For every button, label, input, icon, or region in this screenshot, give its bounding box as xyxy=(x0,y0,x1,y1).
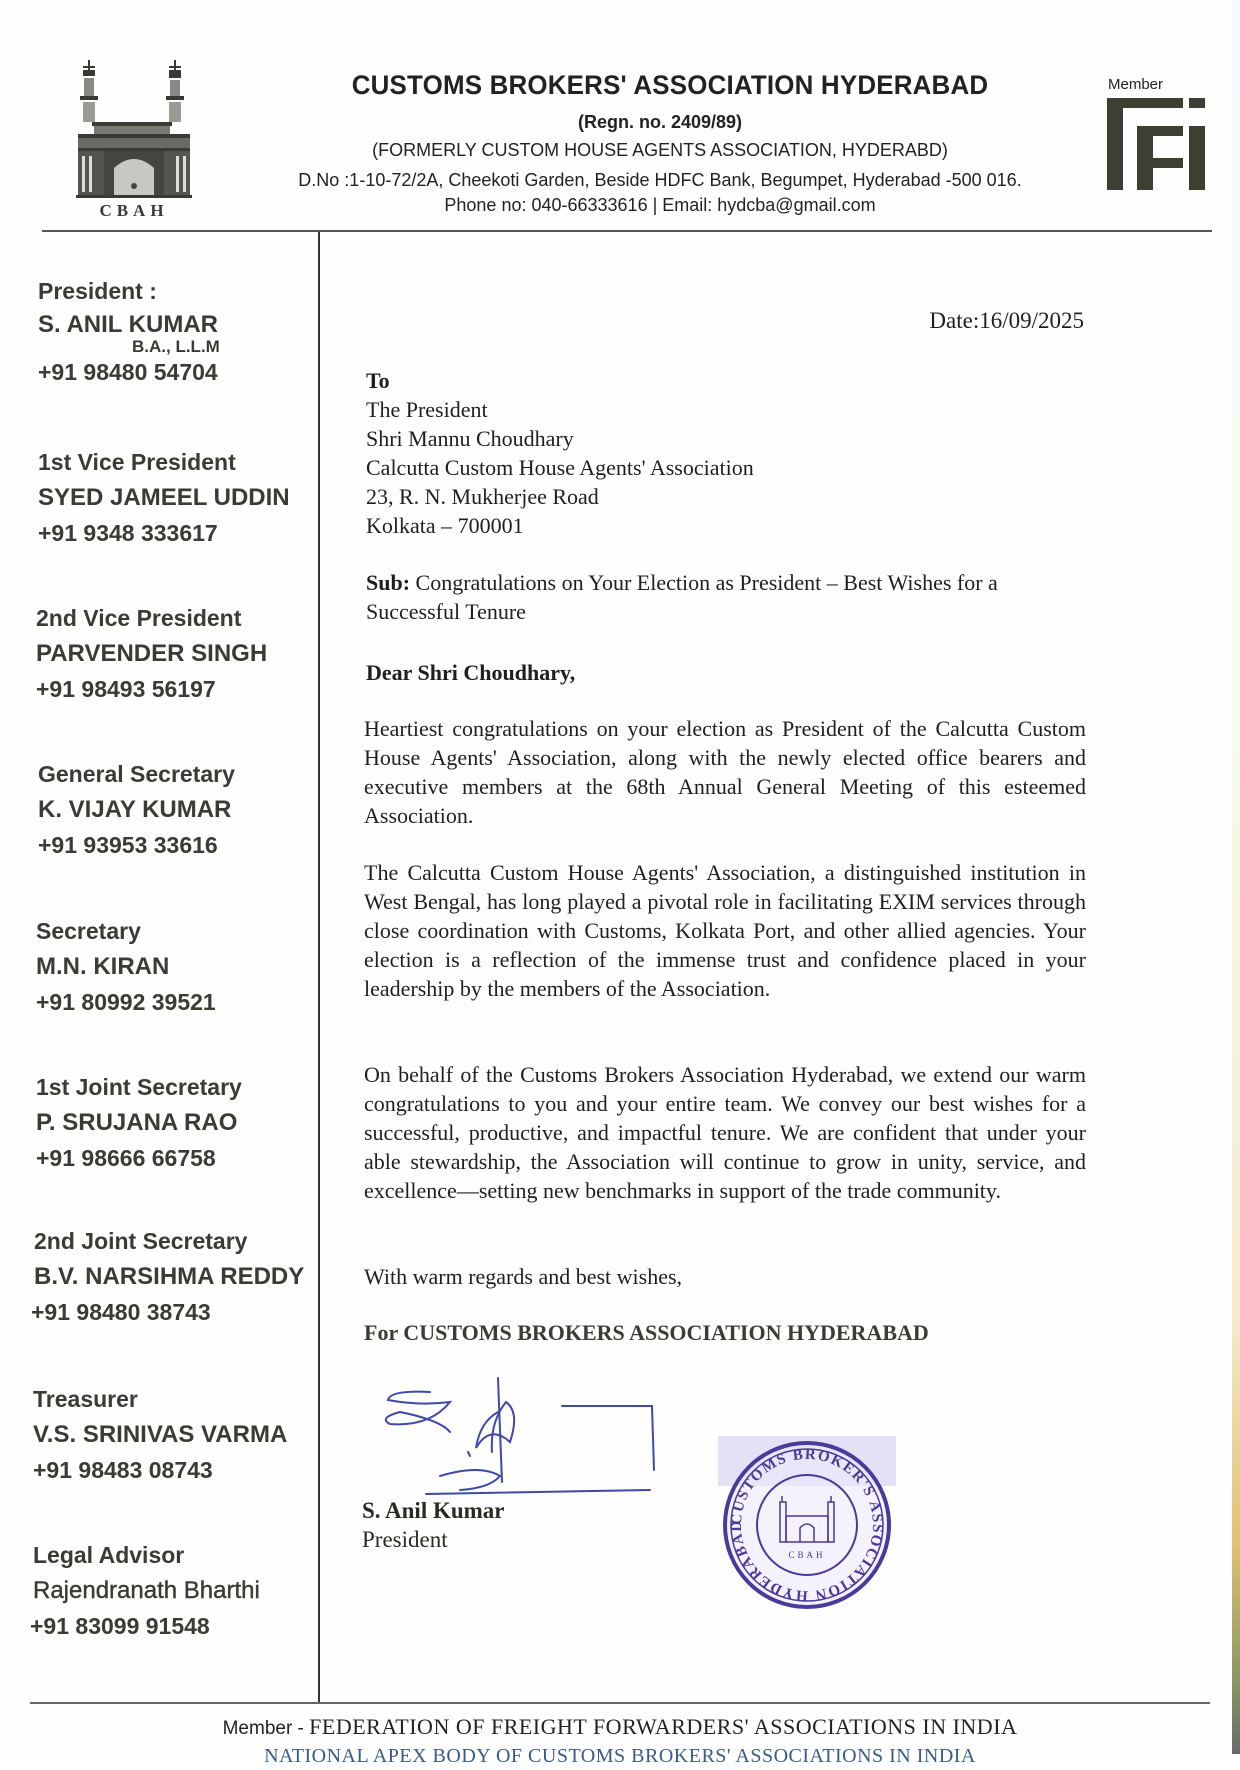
bearer-role: 1st Joint Secretary xyxy=(36,1074,242,1100)
bearer-name: M.N. KIRAN xyxy=(36,953,170,980)
svg-text:CBAH: CBAH xyxy=(99,201,169,220)
subject-text: Congratulations on Your Election as President – Best Wishes for a Successful Tenure xyxy=(366,570,998,624)
recipient-line: The President xyxy=(366,397,488,422)
office-bearers-sidebar xyxy=(0,0,318,1700)
bearer-phone: +91 83099 91548 xyxy=(30,1613,210,1639)
bearer-phone: +91 98480 54704 xyxy=(38,359,218,385)
office-bearer-treasurer xyxy=(33,1386,287,1484)
footer-membership xyxy=(0,1714,1240,1740)
office-bearer-2nd-vice-president xyxy=(36,605,267,703)
office-bearer-secretary xyxy=(36,918,216,1016)
bearer-role: Treasurer xyxy=(33,1386,138,1412)
closing-line: With warm regards and best wishes, xyxy=(364,1264,683,1289)
association-seal-stamp-icon xyxy=(718,1436,896,1614)
office-bearer-legal-advisor xyxy=(30,1542,260,1640)
signer-name: S. Anil Kumar xyxy=(362,1498,505,1523)
bearer-name: K. VIJAY KUMAR xyxy=(38,796,232,823)
bearer-phone: +91 93953 33616 xyxy=(38,832,218,858)
ffi-logo-icon xyxy=(1107,96,1205,192)
registration-number: (Regn. no. 2409/89) xyxy=(577,112,743,132)
recipient-line: Kolkata – 700001 xyxy=(366,513,524,538)
body-paragraph: Heartiest congratulations on your election as President of the Calcutta Custom House Agents' Association, along with the newly elected office bearers and executive members at the 68th Annual General Meeting of this esteemed Association. xyxy=(364,716,1086,828)
bearer-name: S. ANIL KUMAR xyxy=(38,311,218,338)
bearer-role: Legal Advisor xyxy=(33,1542,185,1568)
letter-subject xyxy=(366,568,1086,626)
for-organization: For CUSTOMS BROKERS ASSOCIATION HYDERABAD xyxy=(364,1320,929,1345)
footer-federation-name: FEDERATION OF FREIGHT FORWARDERS' ASSOCIATIONS IN INDIA xyxy=(309,1714,1018,1739)
footer-divider xyxy=(30,1702,1210,1704)
scan-edge-artifact xyxy=(1232,0,1240,1754)
office-bearer-general-secretary xyxy=(38,761,235,859)
subject-label: Sub: xyxy=(366,570,411,595)
letter-date: Date:16/09/2025 xyxy=(929,308,1084,333)
recipient-address xyxy=(366,366,754,540)
bearer-role: General Secretary xyxy=(38,761,235,787)
sidebar-divider xyxy=(318,232,320,1702)
office-bearer-1st-joint-secretary xyxy=(36,1074,242,1172)
member-label: Member xyxy=(1108,76,1164,93)
association-contact: Phone no: 040-66333616 | Email: hydcba@gmail.com xyxy=(444,195,876,215)
bearer-phone: +91 9348 333617 xyxy=(38,520,218,546)
bearer-phone: +91 98480 38743 xyxy=(31,1299,211,1325)
office-bearer-1st-vice-president xyxy=(38,449,290,547)
bearer-phone: +91 98483 08743 xyxy=(33,1457,213,1483)
bearer-name: P. SRUJANA RAO xyxy=(36,1109,238,1136)
bearer-role: 2nd Vice President xyxy=(36,605,242,631)
body-paragraph: On behalf of the Customs Brokers Association Hyderabad, we extend our warm congratulations to you and your entire team. We convey our best wishes for a successful, productive, and impactful tenure. We are confident that under your able stewardship, the Association will continue to grow in unity, service, and excellence—setting new benchmarks in support of the trade community. xyxy=(364,1062,1086,1203)
association-title: CUSTOMS BROKERS' ASSOCIATION HYDERABAD xyxy=(351,70,989,100)
bearer-qualification: B.A., L.L.M xyxy=(132,337,220,356)
footer-apex-body: NATIONAL APEX BODY OF CUSTOMS BROKERS' ASSOCIATIONS IN INDIA xyxy=(264,1745,976,1767)
to-label: To xyxy=(366,368,390,393)
former-name: (FORMERLY CUSTOM HOUSE AGENTS ASSOCIATION, HYDERABD) xyxy=(372,140,948,160)
bearer-role: 2nd Joint Secretary xyxy=(34,1228,248,1254)
association-address: D.No :1-10-72/2A, Cheekoti Garden, Beside HDFC Bank, Begumpet, Hyderabad -500 016. xyxy=(298,170,1022,190)
signer-block xyxy=(362,1496,505,1554)
ffi-member-logo xyxy=(1106,76,1206,192)
bearer-phone: +91 98666 66758 xyxy=(36,1145,216,1171)
salutation: Dear Shri Choudhary, xyxy=(366,660,576,685)
office-bearer-2nd-joint-secretary xyxy=(31,1228,305,1326)
handwritten-signature-icon xyxy=(380,1372,680,1502)
svg-text:CUSTOMS BROKER'S ASSOCIATION H: CUSTOMS BROKER'S ASSOCIATION HYDERABAD xyxy=(728,1446,886,1604)
bearer-name: Rajendranath Bharthi xyxy=(33,1577,260,1604)
recipient-line: Calcutta Custom House Agents' Association xyxy=(366,455,754,480)
bearer-name: V.S. SRINIVAS VARMA xyxy=(33,1421,288,1448)
signer-title: President xyxy=(362,1527,448,1552)
office-bearer-president xyxy=(38,278,220,386)
bearer-phone: +91 98493 56197 xyxy=(36,676,216,702)
bearer-role: Secretary xyxy=(36,918,141,944)
bearer-name: PARVENDER SINGH xyxy=(36,640,268,667)
bearer-name: B.V. NARSIHMA REDDY xyxy=(34,1263,305,1290)
svg-text:CBAH: CBAH xyxy=(788,1550,826,1560)
footer-member-prefix: Member - xyxy=(222,1718,310,1739)
bearer-role: President : xyxy=(38,278,157,304)
bearer-name: SYED JAMEEL UDDIN xyxy=(38,484,290,511)
bearer-role: 1st Vice President xyxy=(38,449,236,475)
body-paragraph: The Calcutta Custom House Agents' Association, a distinguished institution in West Bengal, has long played a pivotal role in facilitating EXIM services through close coordination with Customs, Kolkata Port, and other allied agencies. Your election is a reflection of the immense trust and confidence placed in your leadership by the members of the Association. xyxy=(364,860,1086,1001)
recipient-line: 23, R. N. Mukherjee Road xyxy=(366,484,599,509)
recipient-line: Shri Mannu Choudhary xyxy=(366,426,574,451)
bearer-phone: +91 80992 39521 xyxy=(36,989,216,1015)
